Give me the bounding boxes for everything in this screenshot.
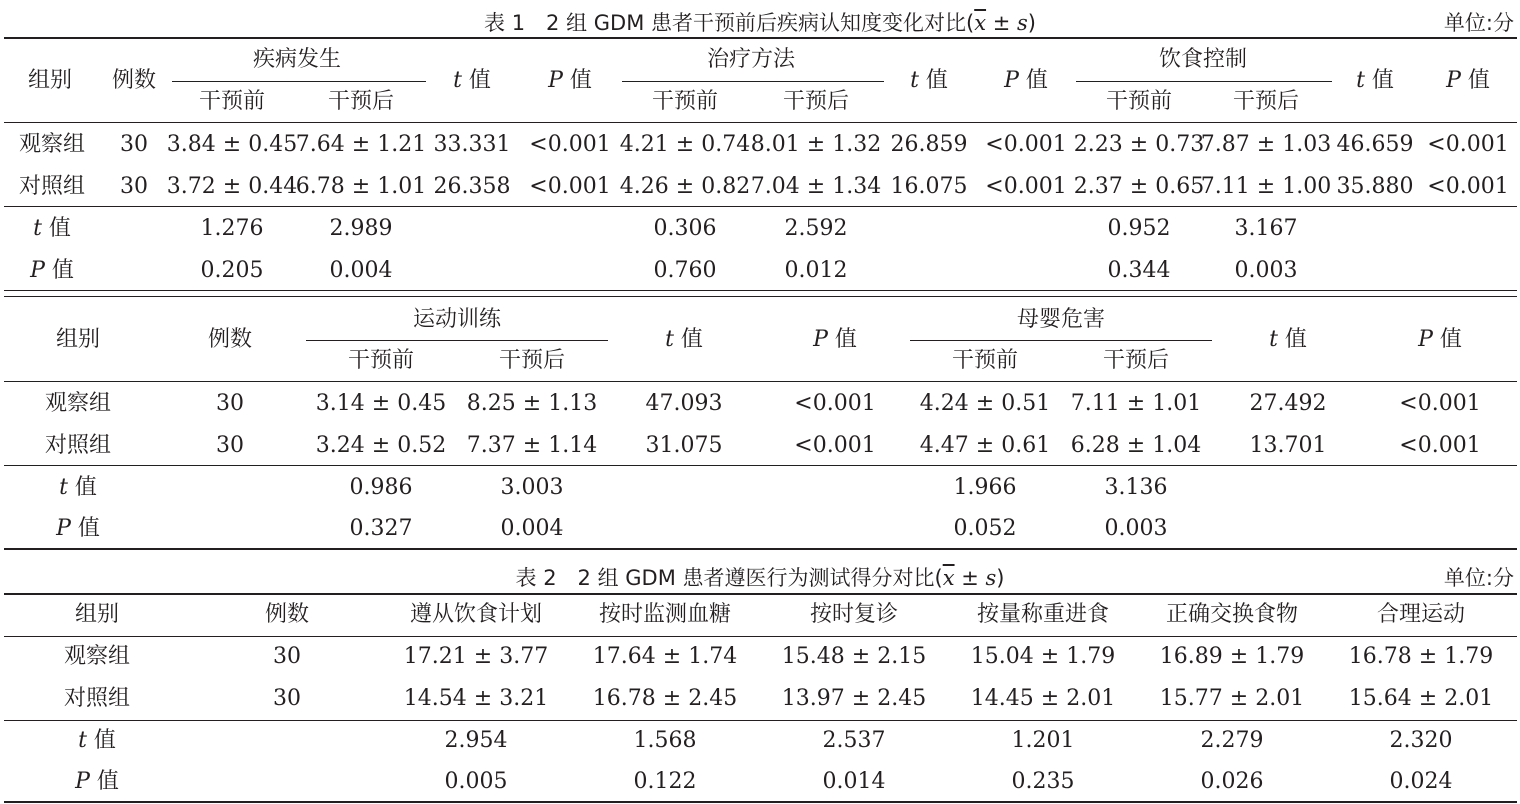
header-count: 例数 xyxy=(264,602,310,627)
cell-value: 15.64 ± 2.01 xyxy=(1348,686,1494,711)
section-rule xyxy=(4,296,1517,297)
stat-value: 2.320 xyxy=(1389,728,1453,753)
header-count: 例数 xyxy=(207,327,253,352)
header-underline xyxy=(1076,81,1332,82)
row-group: 对照组 xyxy=(44,433,112,458)
cell-p: <0.001 xyxy=(985,132,1067,157)
stat-value: 0.052 xyxy=(953,516,1017,541)
cell-p: <0.001 xyxy=(1427,174,1509,199)
stat-value: 2.537 xyxy=(822,728,886,753)
header-domain: 母婴危害 xyxy=(1016,307,1106,332)
header-t: t 值 xyxy=(1269,327,1307,352)
cell-before: 3.84 ± 0.45 xyxy=(166,132,298,157)
stat-value: 0.122 xyxy=(633,769,697,794)
stat-value: 0.014 xyxy=(822,769,886,794)
cell-after: 8.25 ± 1.13 xyxy=(466,391,598,416)
cell-before: 4.26 ± 0.82 xyxy=(619,174,751,199)
cell-value: 14.54 ± 3.21 xyxy=(403,686,549,711)
stat-value: 0.003 xyxy=(1234,258,1298,283)
table-top-rule xyxy=(4,37,1517,39)
header-after: 干预后 xyxy=(1102,348,1170,373)
header-group: 组别 xyxy=(27,68,73,93)
stat-value: 1.276 xyxy=(200,216,264,241)
header-group: 组别 xyxy=(55,327,101,352)
stat-value: 2.989 xyxy=(329,216,393,241)
table2-title xyxy=(0,562,1520,592)
cell-t: 27.492 xyxy=(1249,391,1327,416)
header-domain: 治疗方法 xyxy=(706,47,796,72)
header-before: 干预前 xyxy=(951,348,1019,373)
header-item: 正确交换食物 xyxy=(1165,602,1299,627)
cell-value: 17.21 ± 3.77 xyxy=(403,644,549,669)
header-underline xyxy=(306,340,608,341)
stat-value: 0.986 xyxy=(349,475,413,500)
header-p: P 值 xyxy=(813,327,857,352)
header-rule xyxy=(4,381,1517,382)
header-t: t 值 xyxy=(453,68,491,93)
cell-before: 2.23 ± 0.73 xyxy=(1073,132,1205,157)
table2-caption xyxy=(0,559,1520,589)
table1-unit: 单位:分 xyxy=(1443,11,1514,35)
header-before: 干预前 xyxy=(651,89,719,114)
plus-minus: ± xyxy=(954,566,986,590)
cell-after: 7.04 ± 1.34 xyxy=(750,174,882,199)
stat-value: 1.201 xyxy=(1011,728,1075,753)
header-after: 干预后 xyxy=(1232,89,1300,114)
cell-value: 16.89 ± 1.79 xyxy=(1159,644,1305,669)
stats-label-p: P 值 xyxy=(75,769,119,794)
table1-title xyxy=(0,7,1520,37)
cell-t: 35.880 xyxy=(1336,174,1414,199)
stat-value: 2.592 xyxy=(784,216,848,241)
row-group: 观察组 xyxy=(18,132,86,157)
stats-label-p: P 值 xyxy=(30,258,74,283)
cell-t: 31.075 xyxy=(645,433,723,458)
header-item: 按时监测血糖 xyxy=(598,602,732,627)
cell-t: 47.093 xyxy=(645,391,723,416)
header-p: P 值 xyxy=(548,68,592,93)
row-count: 30 xyxy=(273,644,301,669)
cell-t: 16.075 xyxy=(890,174,968,199)
stat-value: 0.344 xyxy=(1107,258,1171,283)
cell-after: 7.11 ± 1.00 xyxy=(1200,174,1332,199)
header-underline xyxy=(172,81,426,82)
header-p: P 值 xyxy=(1446,68,1490,93)
cell-value: 17.64 ± 1.74 xyxy=(592,644,738,669)
cell-p: <0.001 xyxy=(985,174,1067,199)
cell-t: 13.701 xyxy=(1249,433,1327,458)
row-group: 对照组 xyxy=(18,174,86,199)
table1-title-text: 表 1 2 组 GDM 患者干预前后疾病认知度变化对比( xyxy=(484,11,975,35)
cell-before: 4.47 ± 0.61 xyxy=(919,433,1051,458)
stat-value: 3.167 xyxy=(1234,216,1298,241)
cell-p: <0.001 xyxy=(794,433,876,458)
header-group: 组别 xyxy=(74,602,120,627)
stats-label-t: t 值 xyxy=(33,216,71,241)
cell-t: 26.358 xyxy=(433,174,511,199)
stat-value: 0.235 xyxy=(1011,769,1075,794)
stats-rule xyxy=(4,206,1517,207)
cell-p: <0.001 xyxy=(1399,433,1481,458)
row-count: 30 xyxy=(120,132,148,157)
table2-unit: 单位:分 xyxy=(1443,566,1514,590)
cell-p: <0.001 xyxy=(529,174,611,199)
cell-p: <0.001 xyxy=(529,132,611,157)
cell-t: 26.859 xyxy=(890,132,968,157)
table-top-rule xyxy=(4,593,1517,595)
cell-before: 3.72 ± 0.44 xyxy=(166,174,298,199)
stat-value: 2.954 xyxy=(444,728,508,753)
cell-p: <0.001 xyxy=(1399,391,1481,416)
row-group: 观察组 xyxy=(63,644,131,669)
header-item: 按时复诊 xyxy=(809,602,899,627)
header-underline xyxy=(910,340,1212,341)
stat-value: 0.024 xyxy=(1389,769,1453,794)
stat-value: 3.003 xyxy=(500,475,564,500)
cell-after: 7.87 ± 1.03 xyxy=(1200,132,1332,157)
header-t: t 值 xyxy=(910,68,948,93)
cell-after: 7.37 ± 1.14 xyxy=(466,433,598,458)
cell-p: <0.001 xyxy=(1427,132,1509,157)
stat-value: 0.306 xyxy=(653,216,717,241)
stat-value: 3.136 xyxy=(1104,475,1168,500)
cell-before: 4.21 ± 0.74 xyxy=(619,132,751,157)
row-count: 30 xyxy=(273,686,301,711)
header-item: 合理运动 xyxy=(1376,602,1466,627)
header-after: 干预后 xyxy=(782,89,850,114)
stat-value: 0.760 xyxy=(653,258,717,283)
header-before: 干预前 xyxy=(1105,89,1173,114)
stat-value: 0.005 xyxy=(444,769,508,794)
mean-symbol: $\overline{x}$ xyxy=(974,11,987,35)
table2-title-text: 表 2 2 组 GDM 患者遵医行为测试得分对比( xyxy=(515,566,943,590)
stats-label-p: P 值 xyxy=(56,516,100,541)
cell-before: 3.14 ± 0.45 xyxy=(315,391,447,416)
header-p: P 值 xyxy=(1418,327,1462,352)
section-rule xyxy=(4,290,1517,291)
header-after: 干预后 xyxy=(498,348,566,373)
cell-value: 16.78 ± 1.79 xyxy=(1348,644,1494,669)
header-t: t 值 xyxy=(665,327,703,352)
stat-value: 1.966 xyxy=(953,475,1017,500)
table1-caption xyxy=(0,4,1520,34)
caption-close-paren: ) xyxy=(996,566,1005,590)
header-domain: 饮食控制 xyxy=(1158,47,1248,72)
header-rule xyxy=(4,636,1517,637)
cell-value: 15.77 ± 2.01 xyxy=(1159,686,1305,711)
stat-value: 0.327 xyxy=(349,516,413,541)
table-bottom-rule xyxy=(4,801,1517,803)
stat-value: 2.279 xyxy=(1200,728,1264,753)
cell-before: 2.37 ± 0.65 xyxy=(1073,174,1205,199)
header-after: 干预后 xyxy=(327,89,395,114)
cell-value: 14.45 ± 2.01 xyxy=(970,686,1116,711)
header-domain: 疾病发生 xyxy=(252,47,342,72)
cell-after: 8.01 ± 1.32 xyxy=(750,132,882,157)
stat-value: 0.004 xyxy=(500,516,564,541)
cell-value: 13.97 ± 2.45 xyxy=(781,686,927,711)
cell-value: 15.04 ± 1.79 xyxy=(970,644,1116,669)
sd-symbol: s xyxy=(985,566,997,590)
cell-after: 6.78 ± 1.01 xyxy=(295,174,427,199)
header-count: 例数 xyxy=(111,68,157,93)
cell-value: 15.48 ± 2.15 xyxy=(781,644,927,669)
header-item: 按量称重进食 xyxy=(976,602,1110,627)
stat-value: 0.004 xyxy=(329,258,393,283)
cell-t: 46.659 xyxy=(1336,132,1414,157)
stat-value: 0.012 xyxy=(784,258,848,283)
row-count: 30 xyxy=(216,391,244,416)
stats-rule xyxy=(4,720,1517,721)
row-count: 30 xyxy=(216,433,244,458)
cell-value: 16.78 ± 2.45 xyxy=(592,686,738,711)
header-item: 遵从饮食计划 xyxy=(409,602,543,627)
stats-rule xyxy=(4,465,1517,466)
cell-before: 4.24 ± 0.51 xyxy=(919,391,1051,416)
header-p: P 值 xyxy=(1004,68,1048,93)
table-bottom-rule xyxy=(4,548,1517,550)
stats-label-t: t 值 xyxy=(59,475,97,500)
sd-symbol: s xyxy=(1017,11,1028,35)
cell-t: 33.331 xyxy=(433,132,511,157)
caption-close-paren: ) xyxy=(1027,11,1036,35)
mean-symbol: $\overline{x}$ xyxy=(942,566,955,590)
stat-value: 0.003 xyxy=(1104,516,1168,541)
header-before: 干预前 xyxy=(198,89,266,114)
header-domain: 运动训练 xyxy=(412,307,502,332)
header-before: 干预前 xyxy=(347,348,415,373)
stat-value: 1.568 xyxy=(633,728,697,753)
stat-value: 0.205 xyxy=(200,258,264,283)
stat-value: 0.952 xyxy=(1107,216,1171,241)
stat-value: 0.026 xyxy=(1200,769,1264,794)
row-group: 对照组 xyxy=(63,686,131,711)
stats-label-t: t 值 xyxy=(78,728,116,753)
cell-before: 3.24 ± 0.52 xyxy=(315,433,447,458)
plus-minus: ± xyxy=(986,11,1017,35)
cell-p: <0.001 xyxy=(794,391,876,416)
header-rule xyxy=(4,122,1517,123)
header-t: t 值 xyxy=(1356,68,1394,93)
cell-after: 7.11 ± 1.01 xyxy=(1070,391,1202,416)
row-group: 观察组 xyxy=(44,391,112,416)
cell-after: 6.28 ± 1.04 xyxy=(1070,433,1202,458)
row-count: 30 xyxy=(120,174,148,199)
header-underline xyxy=(622,81,884,82)
cell-after: 7.64 ± 1.21 xyxy=(295,132,427,157)
